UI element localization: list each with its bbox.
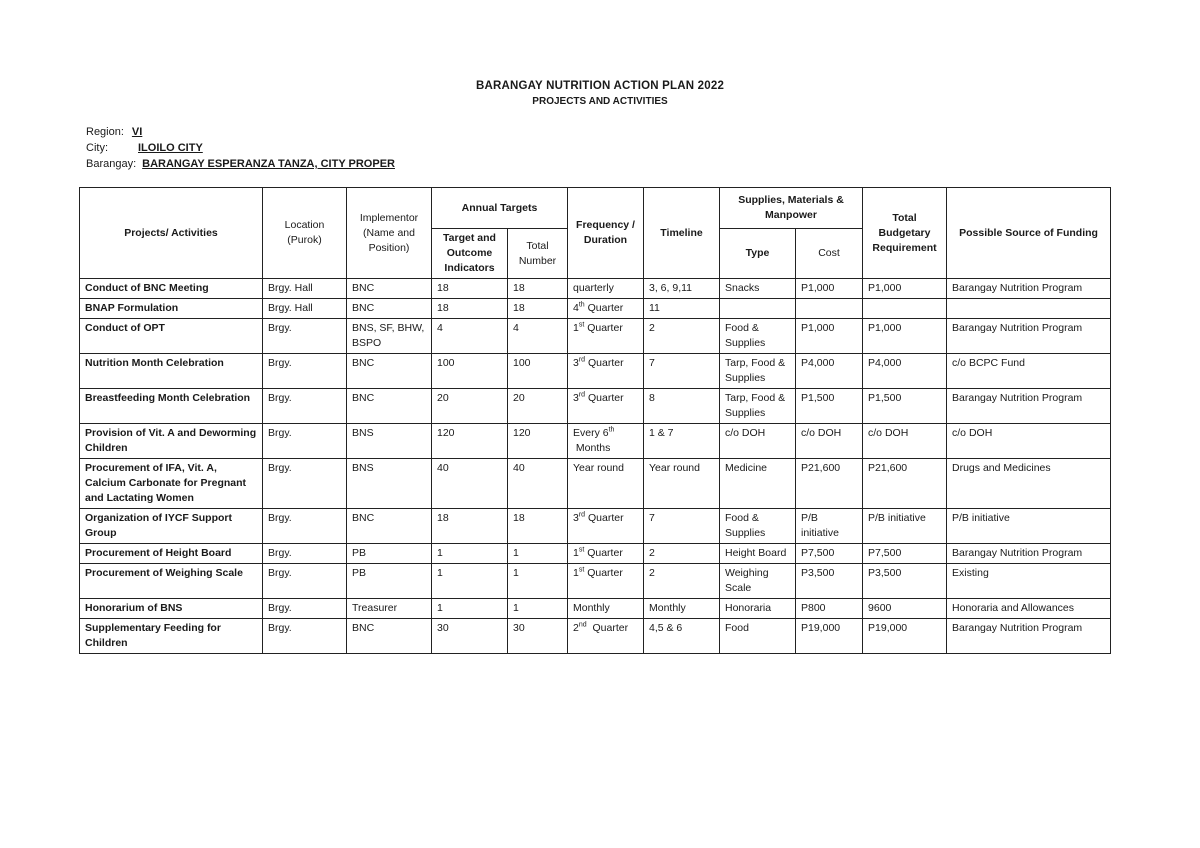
frequency-text: 1 — [573, 567, 579, 579]
table-row — [80, 424, 1111, 459]
frequency-suffix: Quarter — [586, 622, 629, 634]
cell-frequency — [568, 619, 644, 654]
frequency-ordinal: rd — [578, 356, 586, 364]
cell-location: Brgy. Hall — [263, 279, 347, 299]
col-location: Location (Purok) — [263, 188, 347, 279]
cell-target: 20 — [432, 389, 508, 424]
frequency-ordinal: st — [578, 566, 585, 574]
region-label: Region: — [86, 126, 124, 138]
cell-budget: 9600 — [863, 599, 947, 619]
cell-budget: P3,500 — [863, 564, 947, 599]
cell-total: 20 — [508, 389, 568, 424]
cell-total: 4 — [508, 319, 568, 354]
cell-frequency — [568, 564, 644, 599]
cell-cost: P1,000 — [796, 279, 863, 299]
frequency-text: 1 — [573, 547, 579, 559]
cell-project: Breastfeeding Month Celebration — [80, 389, 263, 424]
cell-budget: P1,000 — [863, 319, 947, 354]
city-line — [86, 142, 203, 154]
cell-cost: P7,500 — [796, 544, 863, 564]
frequency-ordinal: rd — [578, 511, 586, 519]
cell-cost: P19,000 — [796, 619, 863, 654]
cell-budget: P1,000 — [863, 279, 947, 299]
city-value: ILOILO CITY — [138, 142, 203, 154]
cell-budget: P19,000 — [863, 619, 947, 654]
cell-target: 120 — [432, 424, 508, 459]
frequency-text: 2 — [573, 622, 579, 634]
cell-cost: P4,000 — [796, 354, 863, 389]
table-row — [80, 459, 1111, 509]
col-total-number: Total Number — [508, 229, 568, 279]
cell-target: 18 — [432, 509, 508, 544]
action-plan-table — [79, 187, 1111, 654]
cell-implementor: BNS — [347, 424, 432, 459]
cell-location: Brgy. — [263, 564, 347, 599]
cell-frequency — [568, 389, 644, 424]
cell-funding: c/o DOH — [947, 424, 1111, 459]
cell-total: 1 — [508, 599, 568, 619]
cell-funding: Barangay Nutrition Program — [947, 319, 1111, 354]
cell-project: Organization of IYCF Support Group — [80, 509, 263, 544]
table-row — [80, 599, 1111, 619]
cell-funding: Drugs and Medicines — [947, 459, 1111, 509]
cell-implementor: Treasurer — [347, 599, 432, 619]
cell-project: Conduct of OPT — [80, 319, 263, 354]
frequency-suffix: Quarter — [584, 547, 623, 559]
cell-implementor: BNC — [347, 299, 432, 319]
cell-location: Brgy. — [263, 319, 347, 354]
cell-total: 18 — [508, 279, 568, 299]
frequency-text: Every 6 — [573, 427, 609, 439]
cell-type — [720, 299, 796, 319]
cell-implementor: BNC — [347, 279, 432, 299]
cell-project: Nutrition Month Celebration — [80, 354, 263, 389]
cell-timeline: Year round — [644, 459, 720, 509]
cell-timeline: 2 — [644, 319, 720, 354]
cell-timeline: 7 — [644, 354, 720, 389]
col-supplies: Supplies, Materials & Manpower — [720, 188, 863, 229]
cell-funding: Barangay Nutrition Program — [947, 544, 1111, 564]
cell-funding: Existing — [947, 564, 1111, 599]
cell-total: 40 — [508, 459, 568, 509]
cell-total: 18 — [508, 509, 568, 544]
cell-budget: P/B initiative — [863, 509, 947, 544]
col-implementor: Implementor (Name and Position) — [347, 188, 432, 279]
cell-cost: P1,000 — [796, 319, 863, 354]
cell-target: 18 — [432, 299, 508, 319]
cell-type: Food & Supplies — [720, 319, 796, 354]
cell-implementor: BNC — [347, 619, 432, 654]
cell-implementor: PB — [347, 564, 432, 599]
city-label: City: — [86, 142, 108, 154]
cell-target: 4 — [432, 319, 508, 354]
frequency-suffix: Months — [573, 442, 611, 454]
frequency-ordinal: th — [608, 426, 615, 434]
frequency-ordinal: st — [578, 546, 585, 554]
cell-cost — [796, 299, 863, 319]
frequency-text: 3 — [573, 512, 579, 524]
frequency-suffix: Quarter — [585, 357, 624, 369]
cell-timeline: 1 & 7 — [644, 424, 720, 459]
cell-project: Honorarium of BNS — [80, 599, 263, 619]
cell-target: 1 — [432, 564, 508, 599]
col-total-budget: Total Budgetary Requirement — [863, 188, 947, 279]
cell-timeline: 3, 6, 9,11 — [644, 279, 720, 299]
cell-cost: c/o DOH — [796, 424, 863, 459]
frequency-text: 4 — [573, 302, 579, 314]
cell-funding: Barangay Nutrition Program — [947, 619, 1111, 654]
cell-timeline: 7 — [644, 509, 720, 544]
frequency-text: 3 — [573, 357, 579, 369]
cell-location: Brgy. — [263, 459, 347, 509]
cell-implementor: PB — [347, 544, 432, 564]
cell-type: Tarp, Food & Supplies — [720, 389, 796, 424]
table-row — [80, 319, 1111, 354]
cell-type: Snacks — [720, 279, 796, 299]
cell-budget: P21,600 — [863, 459, 947, 509]
cell-cost: P1,500 — [796, 389, 863, 424]
cell-timeline: 11 — [644, 299, 720, 319]
cell-target: 40 — [432, 459, 508, 509]
cell-frequency — [568, 279, 644, 299]
cell-timeline: 2 — [644, 564, 720, 599]
cell-implementor: BNS, SF, BHW, BSPO — [347, 319, 432, 354]
cell-frequency — [568, 459, 644, 509]
cell-type: Food & Supplies — [720, 509, 796, 544]
cell-target: 1 — [432, 544, 508, 564]
cell-funding: Barangay Nutrition Program — [947, 389, 1111, 424]
table-row — [80, 279, 1111, 299]
cell-frequency — [568, 299, 644, 319]
cell-type: Medicine — [720, 459, 796, 509]
cell-location: Brgy. — [263, 544, 347, 564]
cell-total: 100 — [508, 354, 568, 389]
cell-implementor: BNC — [347, 354, 432, 389]
cell-total: 1 — [508, 544, 568, 564]
barangay-label: Barangay: — [86, 158, 137, 170]
cell-implementor: BNC — [347, 389, 432, 424]
cell-funding: Barangay Nutrition Program — [947, 279, 1111, 299]
cell-total: 120 — [508, 424, 568, 459]
cell-cost: P800 — [796, 599, 863, 619]
col-target-outcome: Target and Outcome Indicators — [432, 229, 508, 279]
cell-funding: c/o BCPC Fund — [947, 354, 1111, 389]
cell-project: Conduct of BNC Meeting — [80, 279, 263, 299]
table-row — [80, 544, 1111, 564]
cell-total: 18 — [508, 299, 568, 319]
cell-frequency — [568, 509, 644, 544]
table-header-row — [80, 188, 1111, 229]
cell-type: Weighing Scale — [720, 564, 796, 599]
frequency-text: 3 — [573, 392, 579, 404]
cell-project: Procurement of IFA, Vit. A, Calcium Carbonate for Pregnant and Lactating Women — [80, 459, 263, 509]
cell-project: Procurement of Height Board — [80, 544, 263, 564]
cell-implementor: BNC — [347, 509, 432, 544]
barangay-value: BARANGAY ESPERANZA TANZA, CITY PROPER — [142, 158, 395, 170]
cell-location: Brgy. — [263, 509, 347, 544]
cell-project: Supplementary Feeding for Children — [80, 619, 263, 654]
cell-cost: P3,500 — [796, 564, 863, 599]
barangay-line — [86, 158, 395, 170]
col-frequency: Frequency / Duration — [568, 188, 644, 279]
table-row — [80, 564, 1111, 599]
frequency-text: 1 — [573, 322, 579, 334]
frequency-ordinal: rd — [578, 391, 586, 399]
cell-frequency — [568, 544, 644, 564]
table-row — [80, 389, 1111, 424]
table-body — [80, 279, 1111, 654]
cell-location: Brgy. — [263, 354, 347, 389]
cell-target: 18 — [432, 279, 508, 299]
cell-budget: P4,000 — [863, 354, 947, 389]
region-value: VI — [131, 126, 143, 138]
cell-frequency — [568, 319, 644, 354]
cell-target: 30 — [432, 619, 508, 654]
cell-budget: P1,500 — [863, 389, 947, 424]
cell-timeline: 2 — [644, 544, 720, 564]
cell-budget — [863, 299, 947, 319]
cell-funding: P/B initiative — [947, 509, 1111, 544]
cell-target: 1 — [432, 599, 508, 619]
cell-implementor: BNS — [347, 459, 432, 509]
cell-project: BNAP Formulation — [80, 299, 263, 319]
cell-timeline: 4,5 & 6 — [644, 619, 720, 654]
cell-total: 30 — [508, 619, 568, 654]
cell-frequency — [568, 354, 644, 389]
cell-project: Procurement of Weighing Scale — [80, 564, 263, 599]
cell-type: Height Board — [720, 544, 796, 564]
table-row — [80, 299, 1111, 319]
col-timeline: Timeline — [644, 188, 720, 279]
frequency-suffix: Quarter — [584, 322, 623, 334]
col-cost: Cost — [796, 229, 863, 279]
col-funding: Possible Source of Funding — [947, 188, 1111, 279]
document-subtitle: PROJECTS AND ACTIVITIES — [532, 96, 668, 107]
cell-total: 1 — [508, 564, 568, 599]
frequency-ordinal: th — [578, 301, 585, 309]
region-line — [86, 126, 142, 138]
frequency-suffix: Quarter — [584, 567, 623, 579]
frequency-text: quarterly — [573, 282, 614, 294]
col-annual-targets: Annual Targets — [432, 188, 568, 229]
frequency-text: Monthly — [573, 602, 610, 614]
cell-type: Tarp, Food & Supplies — [720, 354, 796, 389]
col-projects: Projects/ Activities — [80, 188, 263, 279]
table-row — [80, 619, 1111, 654]
table-row — [80, 509, 1111, 544]
frequency-text: Year round — [573, 462, 624, 474]
cell-location: Brgy. — [263, 389, 347, 424]
cell-budget: P7,500 — [863, 544, 947, 564]
cell-location: Brgy. — [263, 424, 347, 459]
cell-type: Honoraria — [720, 599, 796, 619]
cell-frequency — [568, 424, 644, 459]
cell-cost: P/B initiative — [796, 509, 863, 544]
cell-funding: Honoraria and Allowances — [947, 599, 1111, 619]
frequency-ordinal: st — [578, 321, 585, 329]
cell-cost: P21,600 — [796, 459, 863, 509]
cell-frequency — [568, 599, 644, 619]
frequency-suffix: Quarter — [584, 302, 624, 314]
cell-project: Provision of Vit. A and Deworming Children — [80, 424, 263, 459]
table-row — [80, 354, 1111, 389]
col-type: Type — [720, 229, 796, 279]
frequency-ordinal: nd — [578, 621, 587, 629]
cell-timeline: 8 — [644, 389, 720, 424]
cell-location: Brgy. — [263, 619, 347, 654]
cell-type: c/o DOH — [720, 424, 796, 459]
cell-timeline: Monthly — [644, 599, 720, 619]
cell-location: Brgy. — [263, 599, 347, 619]
cell-budget: c/o DOH — [863, 424, 947, 459]
document-title: BARANGAY NUTRITION ACTION PLAN 2022 — [475, 80, 725, 92]
cell-type: Food — [720, 619, 796, 654]
frequency-suffix: Quarter — [585, 392, 624, 404]
cell-target: 100 — [432, 354, 508, 389]
cell-funding — [947, 299, 1111, 319]
cell-location: Brgy. Hall — [263, 299, 347, 319]
frequency-suffix: Quarter — [585, 512, 624, 524]
